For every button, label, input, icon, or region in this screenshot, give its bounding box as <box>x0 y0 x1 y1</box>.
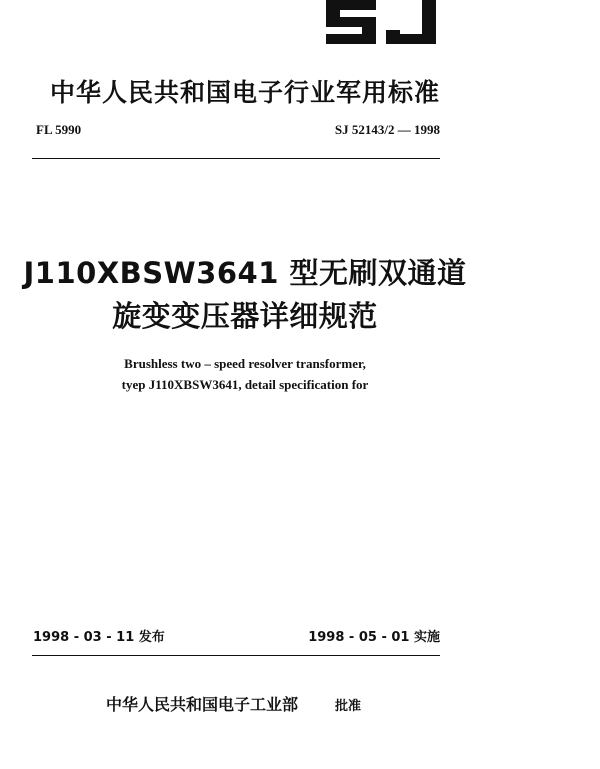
classification-code: FL 5990 <box>36 122 82 137</box>
english-title-line-1: Brushless two – speed resolver transformer, <box>124 356 366 371</box>
standard-number: SJ 52143/2 — 1998 <box>334 122 440 137</box>
effective-date: 1998 - 05 - 01 实施 <box>308 630 440 645</box>
header-divider <box>32 158 440 159</box>
footer-divider <box>32 655 440 656</box>
document-title-line-2: 旋变变压器详细规范 <box>112 299 378 333</box>
sj-logo-graphic <box>324 0 440 44</box>
approving-authority: 中华人民共和国电子工业部 <box>106 695 299 714</box>
approval-label: 批准 <box>335 699 362 714</box>
issue-date: 1998 - 03 - 11 发布 <box>33 630 165 645</box>
english-title-line-2: tyep J110XBSW3641, detail specification for <box>121 377 369 392</box>
document-title-line-1: J110XBSW3641 型无刷双通道 <box>23 256 467 290</box>
sj-logo <box>324 0 440 44</box>
standard-organization: 中华人民共和国电子行业军用标准 <box>49 78 440 107</box>
